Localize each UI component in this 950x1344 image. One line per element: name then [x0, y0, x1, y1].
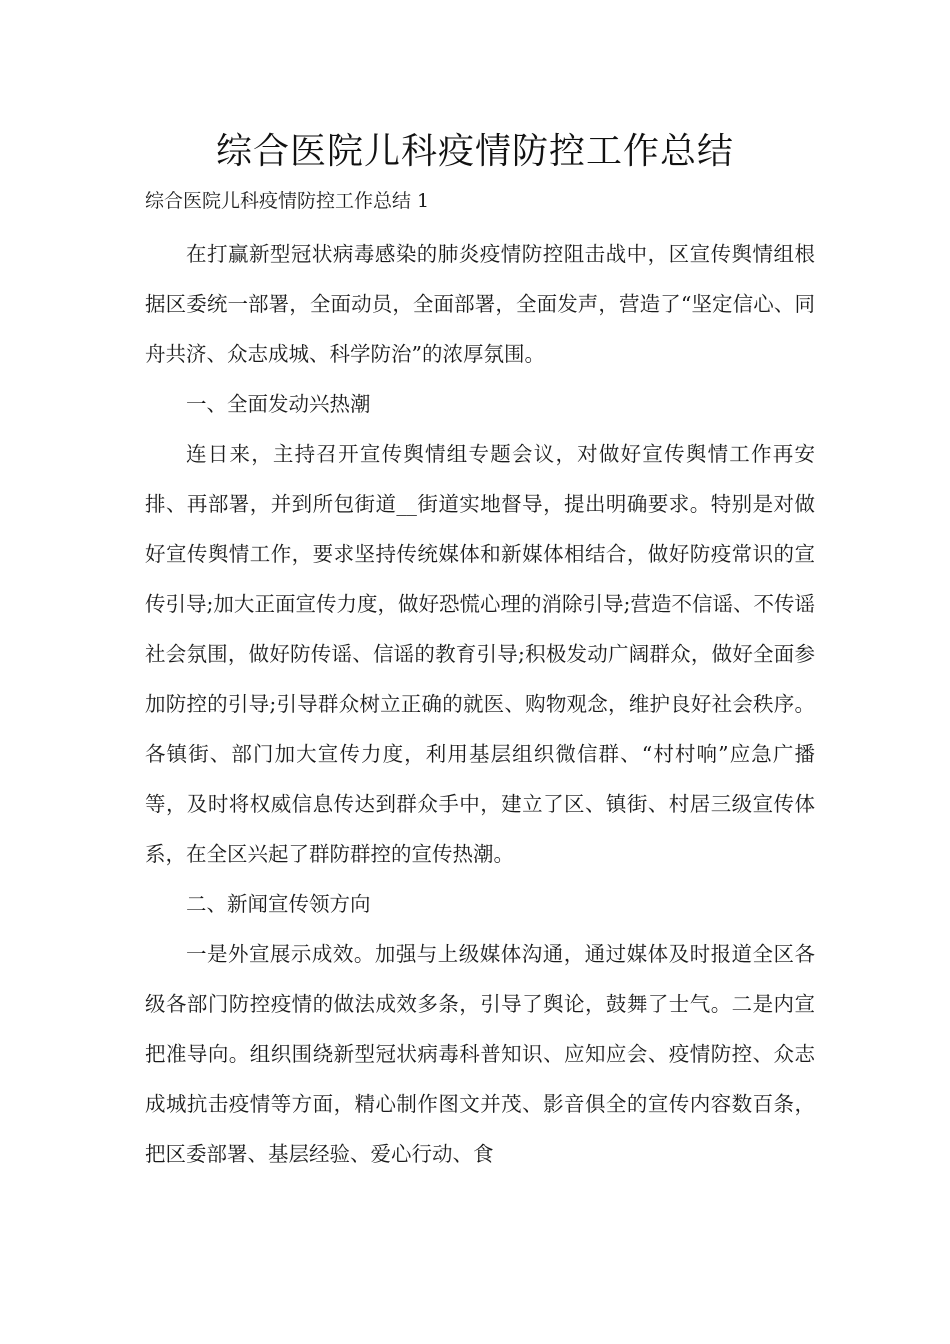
- intro-paragraph: 在打赢新型冠状病毒感染的肺炎疫情防控阻击战中，区宣传舆情组根据区委统一部署，全面动员，全面部署，全面发声，营造了“坚定信心、同舟共济、众志成城、科学防治”的浓厚氛围。: [145, 242, 815, 366]
- section-2-paragraph: 一是外宣展示成效。加强与上级媒体沟通，通过媒体及时报道全区各级各部门防控疫情的做法成效多条，引导了舆论，鼓舞了士气。二是内宣把准导向。组织围绕新型冠状病毒科普知识、应知应会、疫情防控、众志成城抗击疫情等方面，精心制作图文并茂、影音俱全的宣传内容数百条，把区委部署、基层经验、爱心行动、食: [145, 942, 815, 1166]
- document-body: [145, 229, 815, 1179]
- document-title: 综合医院儿科疫情防控工作总结: [215, 131, 734, 172]
- section-heading-1: 一、全面发动兴热潮: [186, 392, 371, 416]
- section-1-paragraph: 连日来，主持召开宣传舆情组专题会议，对做好宣传舆情工作再安排、再部署，并到所包街道__街道实地督导，提出明确要求。特别是对做好宣传舆情工作，要求坚持传统媒体和新媒体相结合，做好防疫常识的宣传引导;加大正面宣传力度，做好恐慌心理的消除引导;营造不信谣、不传谣社会氛围，做好防传谣、信谣的教育引导;积极发动广阔群众，做好全面参加防控的引导;引导群众树立正确的就医、购物观念，维护良好社会秩序。各镇街、部门加大宣传力度，利用基层组织微信群、“村村响”应急广播等，及时将权威信息传达到群众手中，建立了区、镇街、村居三级宣传体系，在全区兴起了群防群控的宣传热潮。: [145, 442, 815, 866]
- document-subtitle: 综合医院儿科疫情防控工作总结 1: [145, 190, 430, 212]
- section-heading-2: 二、新闻宣传领方向: [186, 892, 371, 916]
